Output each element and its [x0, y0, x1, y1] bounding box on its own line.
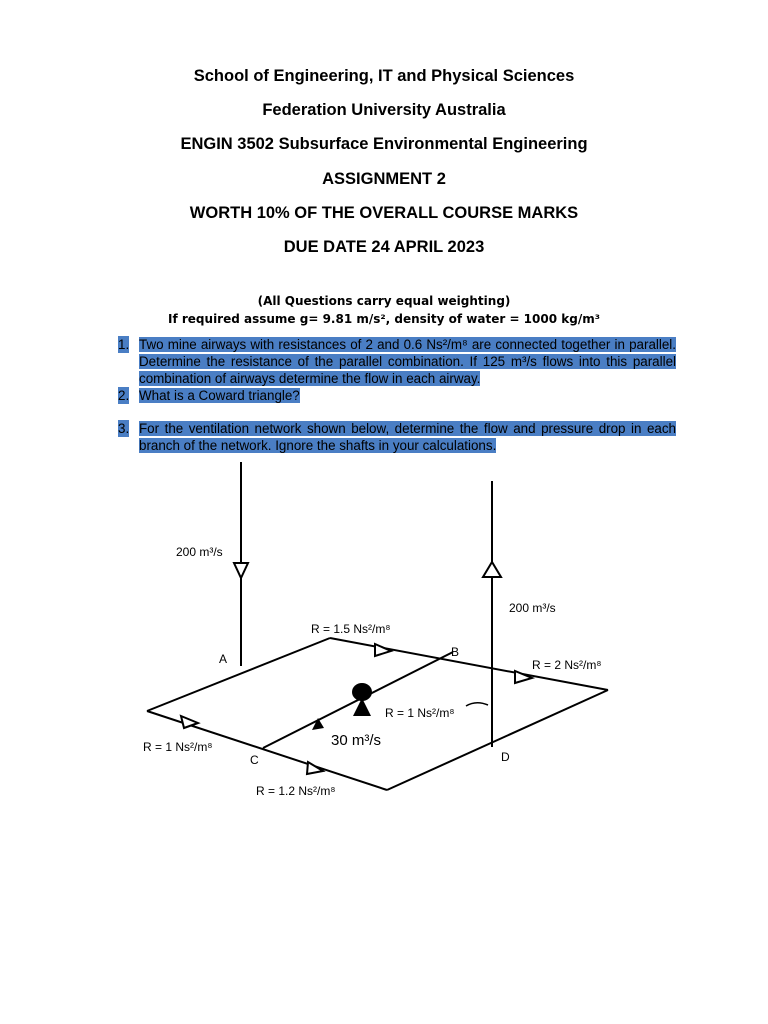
flow-indicator-curve	[466, 703, 488, 706]
question-text: Two mine airways with resistances of 2 and 0.6 Ns²/m⁸ are connected together in parallel. Determine the resistance of the parallel combination. If 125 m³/s flows into this parallel combination of airways determine the flow in each airway.	[139, 337, 676, 386]
question-text: For the ventilation network shown below, determine the flow and pressure drop in each branch of the network. Ignore the shafts in your calculations.	[139, 421, 676, 453]
flow-out-label: 200 m³/s	[509, 601, 556, 615]
university-name: Federation University Australia	[262, 101, 506, 119]
resistance-ab-label: R = 1.5 Ns²/m⁸	[311, 622, 391, 636]
worth-line: WORTH 10% OF THE OVERALL COURSE MARKS	[189, 204, 579, 222]
flow-in-label: 200 m³/s	[176, 545, 223, 559]
resistance-ac-label: R = 1 Ns²/m⁸	[143, 740, 213, 754]
upflow-arrow-icon	[483, 562, 501, 577]
school-name: School of Engineering, IT and Physical Sciences	[193, 67, 575, 85]
due-date: DUE DATE 24 APRIL 2023	[283, 238, 485, 256]
question-number: 2.	[118, 388, 130, 403]
node-d-label: D	[501, 750, 510, 764]
question-number: 3.	[118, 421, 130, 436]
weighting-note: (All Questions carry equal weighting)	[257, 294, 511, 308]
flow-arrow-icon	[515, 671, 532, 683]
resistance-bd-label: R = 2 Ns²/m⁸	[532, 658, 602, 672]
node-c-label: C	[250, 753, 259, 767]
node-b-label: B	[451, 645, 460, 659]
downflow-arrow-icon	[234, 563, 248, 578]
fan-icon	[312, 683, 372, 730]
node-a-label: A	[219, 652, 228, 666]
question-text: What is a Coward triangle?	[139, 388, 300, 403]
airway-d-return	[387, 690, 608, 790]
assumptions-note: If required assume g= 9.81 m/s², density of water = 1000 kg/m³	[168, 312, 600, 326]
question-number: 1.	[118, 337, 130, 352]
flow-arrow-icon	[375, 644, 391, 656]
course-title: ENGIN 3502 Subsurface Environmental Engineering	[180, 135, 588, 153]
assignment-title: ASSIGNMENT 2	[322, 170, 446, 188]
airway-a-c-segment	[147, 638, 330, 711]
fan-flow-label: 30 m³/s	[331, 732, 382, 749]
resistance-cd-label: R = 1.2 Ns²/m⁸	[256, 784, 336, 798]
resistance-fan-label: R = 1 Ns²/m⁸	[385, 706, 455, 720]
